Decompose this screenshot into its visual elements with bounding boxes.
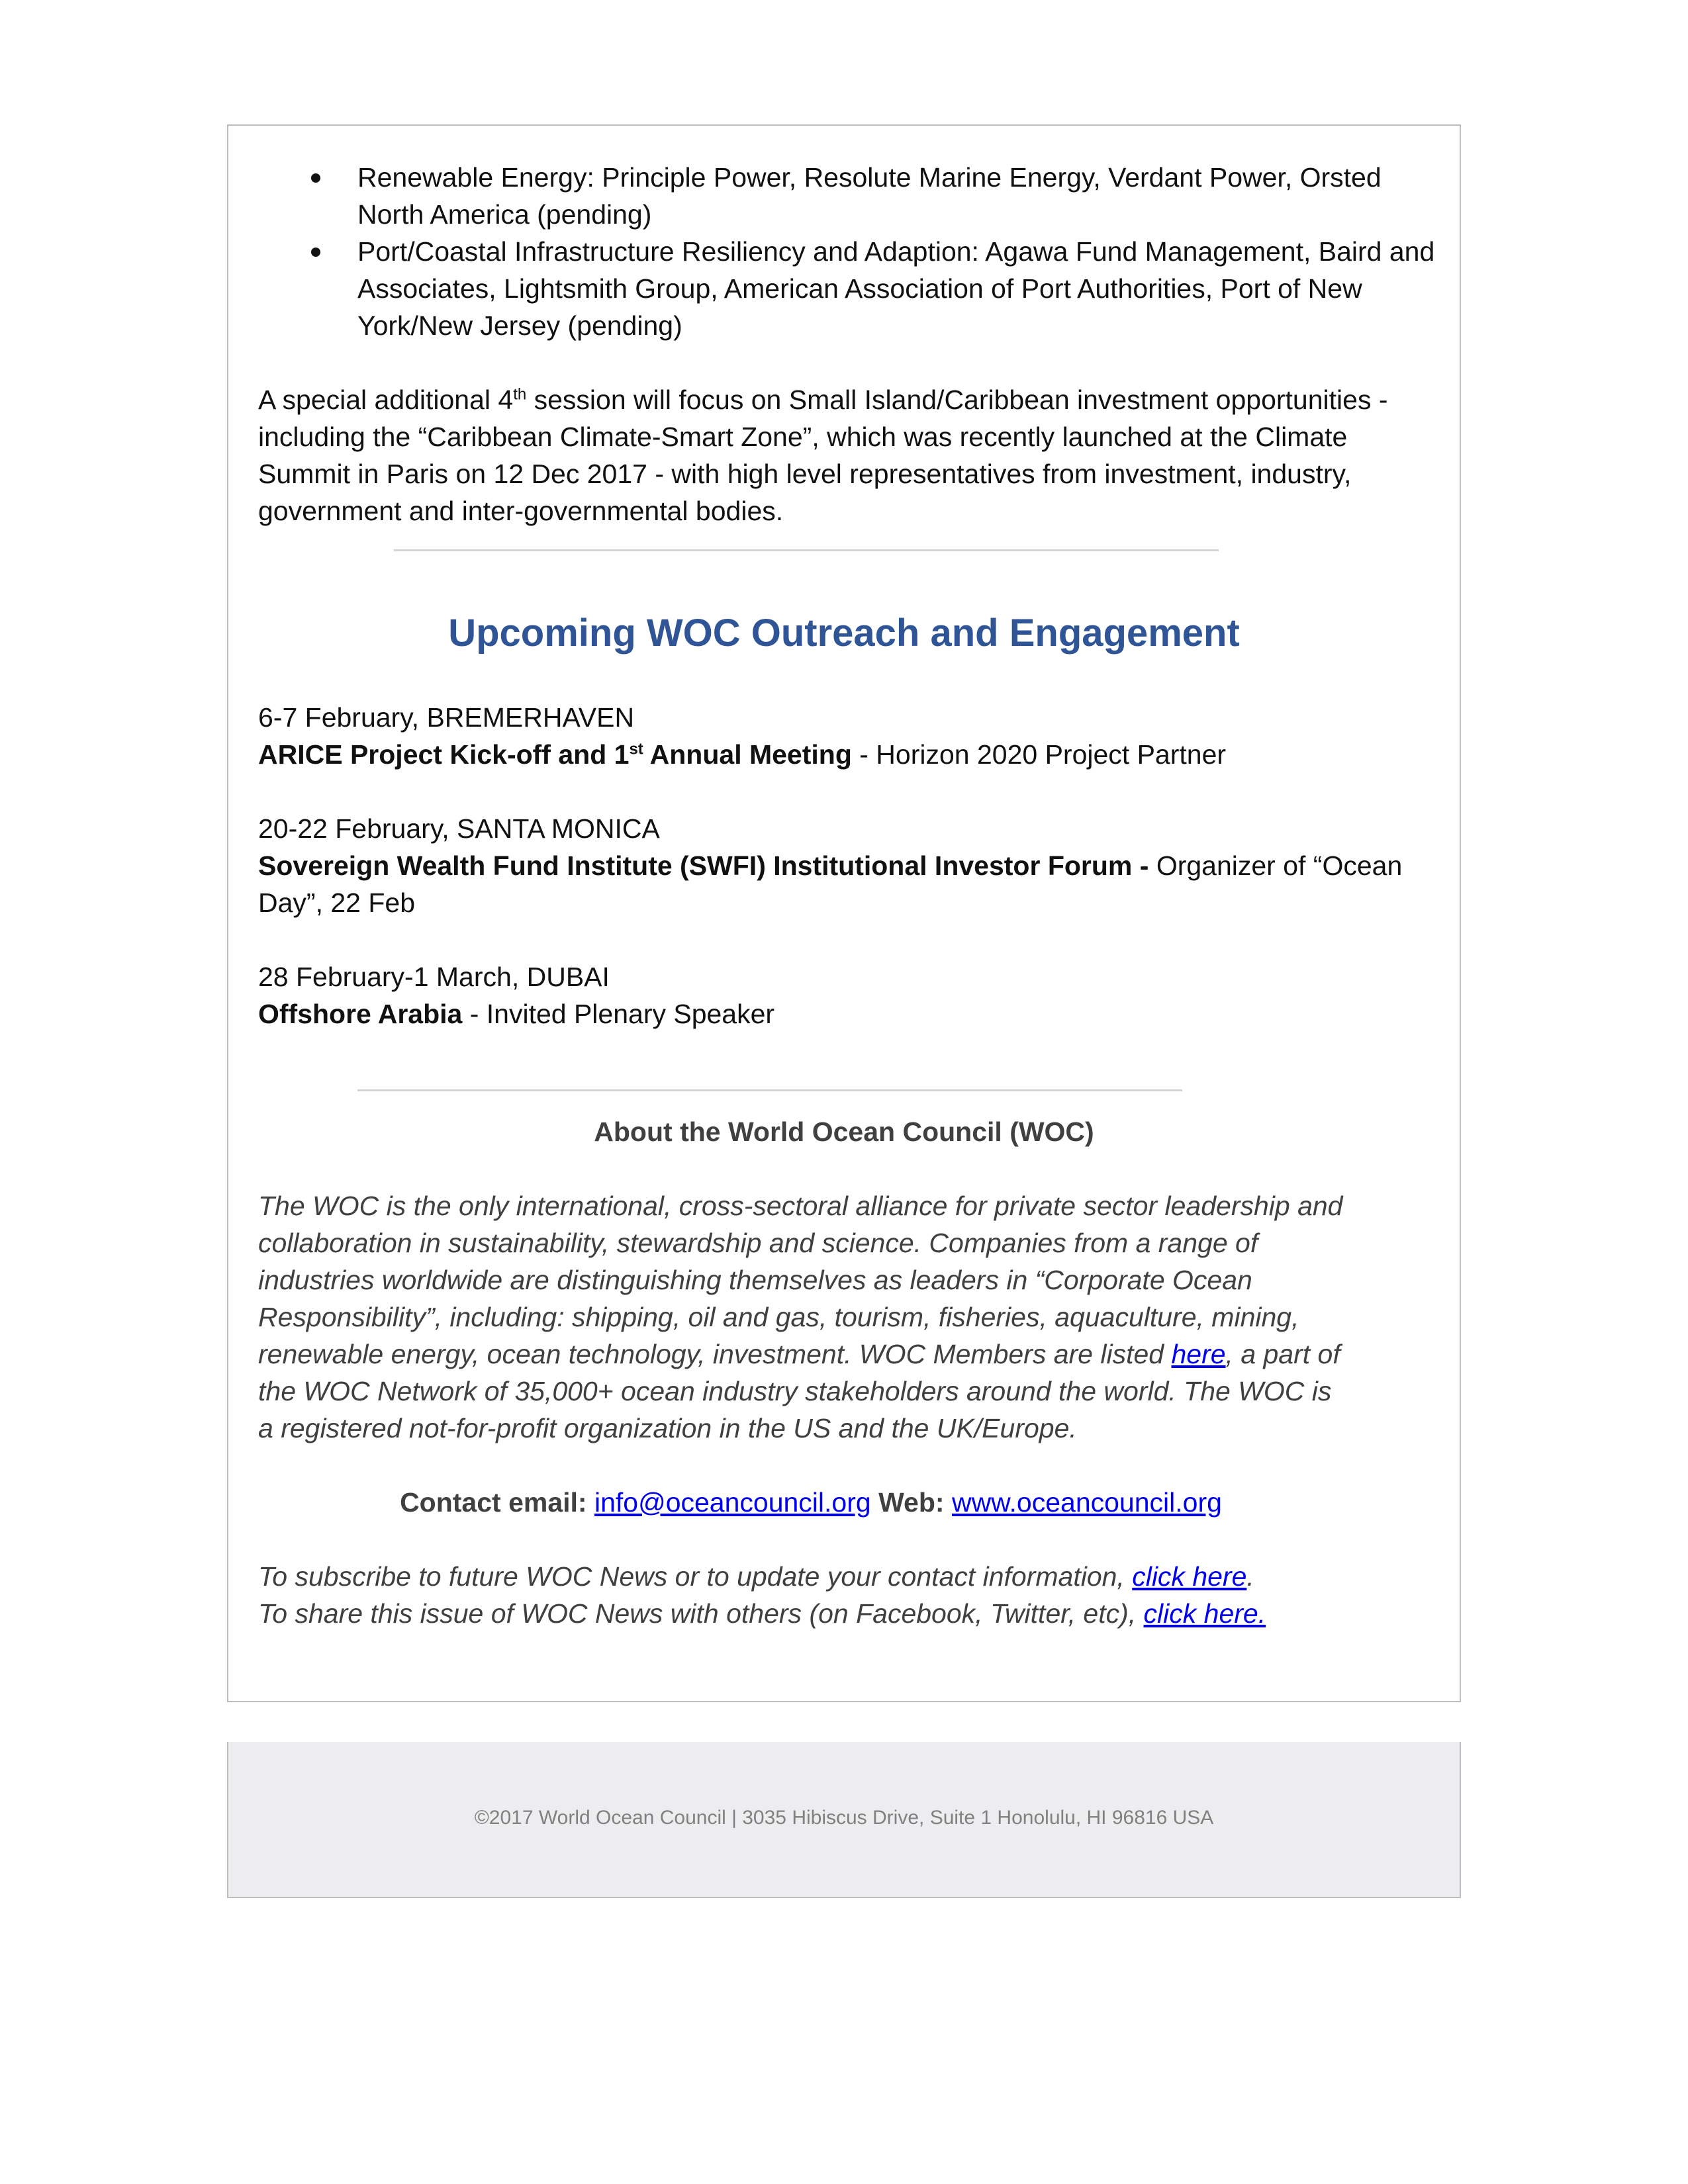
members-link[interactable]: here [1171, 1339, 1226, 1369]
email-label: Contact email: [400, 1487, 587, 1518]
special-session-text: A special additional 4 [258, 385, 514, 415]
about-divider [357, 1089, 1182, 1091]
event-item [258, 958, 1443, 1032]
footer [227, 1742, 1461, 1898]
share-text: To share this issue of WOC News with others (on Facebook, Twitter, etc), [258, 1598, 1144, 1629]
events-list [258, 699, 1443, 1069]
special-session-paragraph [258, 381, 1443, 529]
event-details [258, 736, 1443, 773]
ordinal-suffix: st [629, 740, 643, 758]
share-link[interactable]: click here. [1143, 1598, 1266, 1629]
partner-bullet-list [258, 159, 1443, 344]
event-date: 6-7 February, BREMERHAVEN [258, 702, 635, 733]
bullet-icon [311, 248, 320, 257]
about-paragraph [258, 1187, 1344, 1447]
subscribe-period: . [1246, 1561, 1254, 1592]
list-item [258, 233, 1443, 344]
subscribe-block [258, 1558, 1443, 1632]
event-details [258, 995, 1443, 1032]
newsletter-content-box [227, 124, 1461, 1702]
share-line [258, 1595, 1443, 1632]
subscribe-line [258, 1558, 1443, 1595]
event-title: Offshore Arabia [258, 999, 463, 1029]
section-divider [394, 549, 1219, 551]
subscribe-link[interactable]: click here [1132, 1561, 1247, 1592]
event-item [258, 699, 1443, 773]
bullet-text: Port/Coastal Infrastructure Resiliency and Adaption: Agawa Fund Management, Baird and Associates, Lightsmith Group, American Association of Port Authorities, Port of New York/New Jersey (pending) [357, 236, 1435, 341]
footer-address: ©2017 World Ocean Council | 3035 Hibiscus Drive, Suite 1 Honolulu, HI 96816 USA [474, 1807, 1214, 1829]
list-item [258, 159, 1443, 233]
sessions-content [258, 159, 1443, 529]
contact-line [195, 1484, 1427, 1521]
bullet-icon [311, 173, 320, 183]
about-text: The WOC is the only international, cross-sectoral alliance for private sector leadership and collaboration in sustainability, stewardship and science. Companies from a range of industries worldwide are distinguishing themselves as leaders in “Corporate Ocean Responsibility”, including: shipping, oil and gas, tourism, fisheries, aquaculture, mining, renewable energy, ocean technology, investment. WOC Members are listed [258, 1191, 1343, 1369]
subscribe-text: To subscribe to future WOC News or to update your contact information, [258, 1561, 1133, 1592]
website-link[interactable]: www.oceancouncil.org [951, 1487, 1222, 1518]
special-session-text-rest: session will focus on Small Island/Caribbean investment opportunities - including the “Caribbean Climate-Smart Zone”, which was recently launched at the Climate Summit in Paris on 12 Dec 2017 - with high level representatives from investment, industry, government and inter-governmental bodies. [258, 385, 1388, 526]
event-title-text-rest: Annual Meeting [643, 739, 852, 770]
event-date: 20-22 February, SANTA MONICA [258, 813, 660, 844]
event-date: 28 February-1 March, DUBAI [258, 962, 610, 992]
event-title: Sovereign Wealth Fund Institute (SWFI) Institutional Investor Forum - [258, 850, 1149, 881]
event-item [258, 810, 1443, 921]
about-title: About the World Ocean Council (WOC) [594, 1116, 1094, 1147]
web-label: Web: [878, 1487, 945, 1518]
ordinal-suffix: th [513, 385, 527, 404]
event-title [258, 739, 852, 770]
bullet-text: Renewable Energy: Principle Power, Resolute Marine Energy, Verdant Power, Orsted North America (pending) [357, 162, 1382, 230]
event-role: - Horizon 2020 Project Partner [851, 739, 1227, 770]
event-role: - Invited Plenary Speaker [462, 999, 775, 1029]
event-role: Organizer of “Ocean Day”, 22 Feb [258, 850, 1403, 918]
email-link[interactable]: info@oceancouncil.org [594, 1487, 871, 1518]
about-text-rest: , a part of the WOC Network of 35,000+ ocean industry stakeholders around the world. The WOC is a registered not-for-profit organization in the US and the UK/Europe. [258, 1339, 1340, 1443]
event-details [258, 847, 1443, 921]
event-title-text: ARICE Project Kick-off and 1 [258, 739, 630, 770]
section-title: Upcoming WOC Outreach and Engagement [448, 612, 1240, 655]
